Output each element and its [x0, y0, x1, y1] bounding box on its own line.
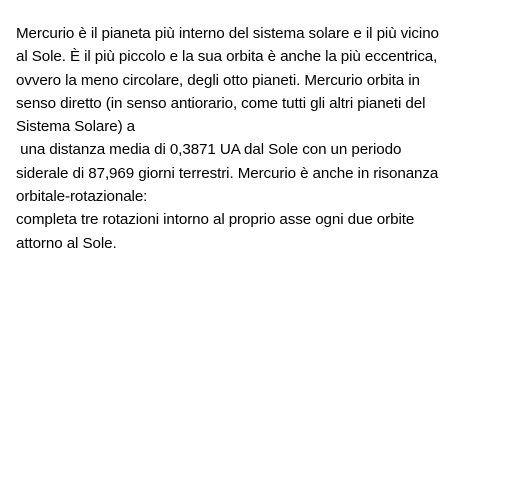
body-text: [16, 22, 521, 255]
text-line-4: senso diretto (in senso antiorario, come tutti gli altri pianeti del: [16, 94, 426, 112]
text-line-5: Sistema Solare) a: [16, 118, 136, 136]
text-line-8: orbitale-rotazionale:: [16, 188, 148, 206]
text-line-1: Mercurio è il pianeta più interno del sistema solare e il più vicino: [16, 25, 439, 42]
text-line-3: ovvero la meno circolare, degli otto pianeti. Mercurio orbita in: [16, 71, 420, 89]
text-line-6: una distanza media di 0,3871 UA dal Sole con un periodo: [16, 141, 402, 159]
text-line-7: siderale di 87,969 giorni terrestri. Mercurio è anche in risonanza: [16, 164, 439, 182]
text-line-10: attorno al Sole.: [16, 234, 117, 252]
text-line-2: al Sole. È il più piccolo e la sua orbita è anche la più eccentrica,: [16, 48, 438, 66]
text-line-9: completa tre rotazioni intorno al proprio asse ogni due orbite: [16, 211, 415, 229]
